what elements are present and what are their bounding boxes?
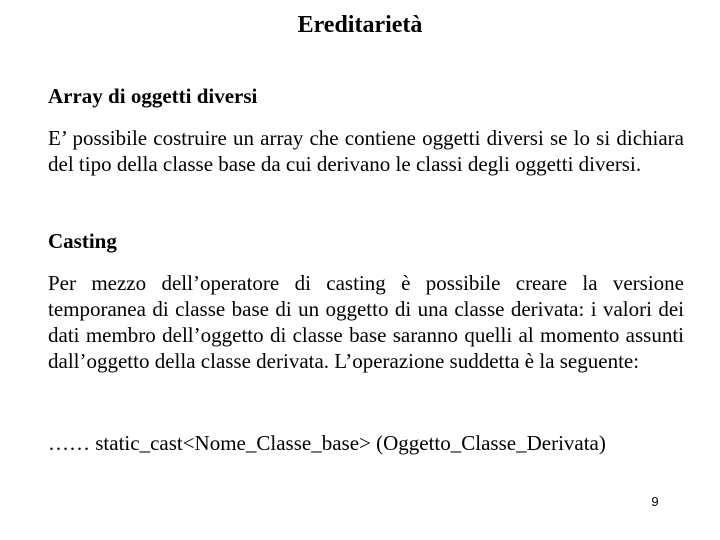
section-paragraph-array: E’ possibile costruire un array che contiene oggetti diversi se lo si dichiara del tipo della classe base da cui derivano le classi degli oggetti diversi.: [48, 126, 684, 176]
section-paragraph-casting: Per mezzo dell’operatore di casting è possibile creare la versione temporanea di classe base di un oggetto di una classe derivata: i valori dei dati membro dell’oggetto di classe base saranno quelli al momento assunti dall’oggetto della classe derivata. L’operazione suddetta è la seguente:: [48, 271, 684, 373]
slide-title: Ereditarietà: [297, 12, 423, 38]
section-heading-array: Array di oggetti diversi: [48, 84, 258, 108]
section-heading-casting: Casting: [48, 229, 117, 253]
code-line: …… static_cast<Nome_Classe_base> (Oggetto_Classe_Derivata): [48, 431, 606, 455]
page-number: 9: [651, 494, 659, 509]
